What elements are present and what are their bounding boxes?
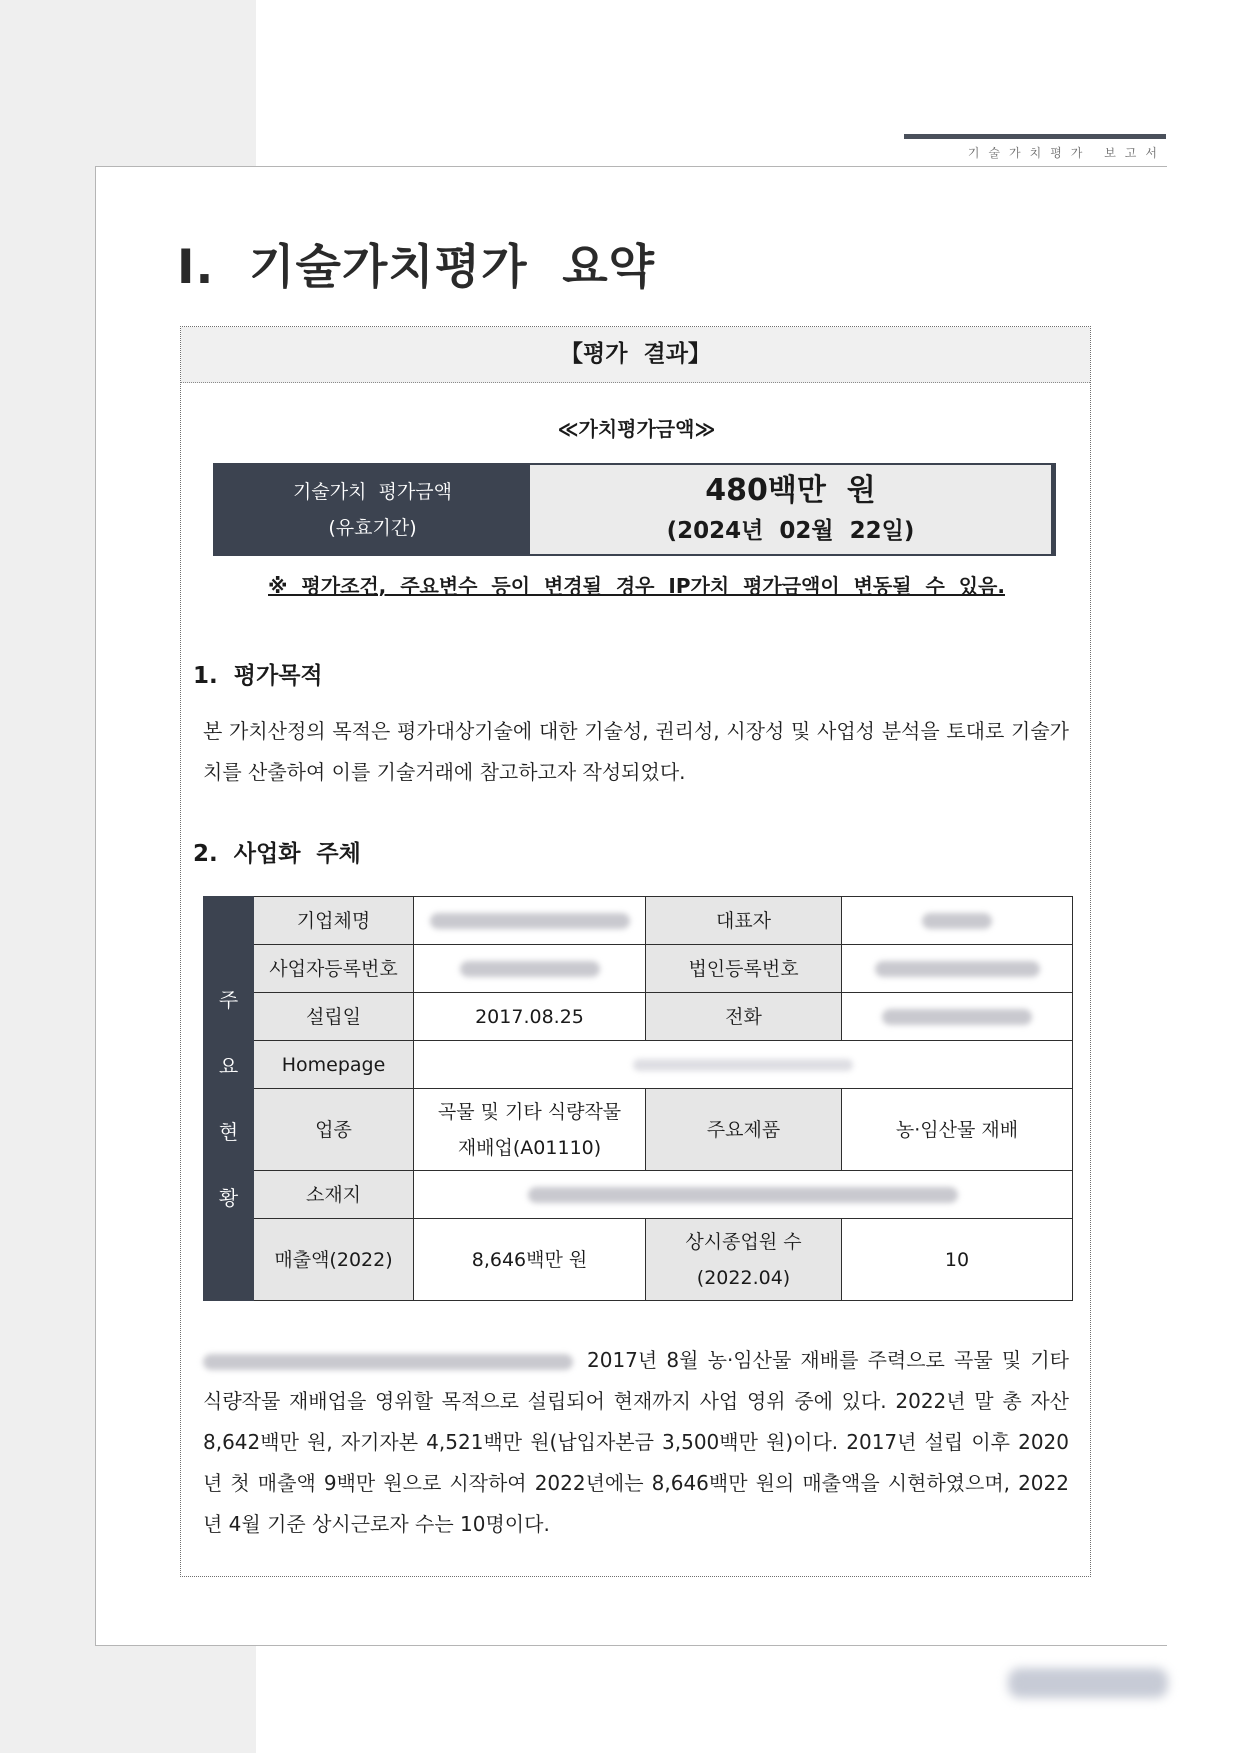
- industry-value: [414, 1089, 646, 1171]
- redaction-blur: [633, 1059, 853, 1071]
- address-label: 소재지: [254, 1171, 414, 1219]
- company-name-value-redacted: [414, 897, 646, 945]
- employees-label: [646, 1219, 842, 1301]
- industry-value-line2: 재배업(A01110): [457, 1136, 602, 1159]
- company-info-table: [203, 896, 1073, 1301]
- side-label-char: 주: [218, 987, 239, 1012]
- biz-reg-label: 사업자등록번호: [254, 945, 414, 993]
- industry-value-line1: 곡물 및 기타 식량작물: [437, 1100, 622, 1123]
- redaction-blur: [528, 1187, 958, 1203]
- section1-body: 본 가치산정의 목적은 평가대상기술에 대한 기술성, 권리성, 시장성 및 사업성 분석을 토대로 기술가치를 산출하여 이를 기술거래에 참고하고자 작성되었다.: [203, 719, 1069, 784]
- redaction-blur: [460, 961, 600, 977]
- section2-body-wrapper: [203, 1340, 1069, 1545]
- header-accent-bar: [904, 134, 1166, 139]
- valuation-subtitle: ≪가치평가금액≫: [557, 417, 716, 441]
- result-box-title: 【평가 결과】: [181, 327, 1090, 383]
- homepage-label: Homepage: [254, 1041, 414, 1089]
- table-row: [204, 1041, 1073, 1089]
- redaction-blur: [882, 1009, 1032, 1025]
- homepage-value-redacted: [414, 1041, 1073, 1089]
- table-row: [204, 993, 1073, 1041]
- valuation-label-cell: [215, 465, 530, 554]
- valuation-amount: 480백만 원: [705, 472, 876, 508]
- employees-label-line2: (2022.04): [696, 1266, 791, 1289]
- biz-reg-value-redacted: [414, 945, 646, 993]
- section1-heading: 1. 평가목적: [193, 663, 323, 689]
- valuation-value-cell: [530, 465, 1051, 554]
- table-row: [204, 1219, 1073, 1301]
- side-label-char: 황: [218, 1185, 239, 1210]
- phone-value-redacted: [842, 993, 1073, 1041]
- sales-label: 매출액(2022): [254, 1219, 414, 1301]
- validity-label: (유효기간): [328, 516, 417, 539]
- page-title: I. 기술가치평가 요약: [177, 240, 656, 295]
- side-label-char: 요: [218, 1053, 239, 1078]
- valuation-date: (2024년 02월 22일): [666, 517, 915, 544]
- main-product-label: 주요제품: [646, 1089, 842, 1171]
- table-row: [204, 897, 1073, 945]
- valuation-notice: ※ 평가조건, 주요변수 등이 변경될 경우 IP가치 평가금액이 변동될 수 있음.: [268, 574, 1005, 598]
- corp-reg-label: 법인등록번호: [646, 945, 842, 993]
- sales-value: 8,646백만 원: [414, 1219, 646, 1301]
- industry-label: 업종: [254, 1089, 414, 1171]
- employees-label-line1: 상시종업원 수: [685, 1230, 802, 1253]
- employees-value: 10: [842, 1219, 1073, 1301]
- main-product-value: 농·임산물 재배: [842, 1089, 1073, 1171]
- founded-value: 2017.08.25: [414, 993, 646, 1041]
- company-name-redacted: [203, 1354, 573, 1370]
- redaction-blur: [875, 961, 1040, 977]
- table-row: [204, 945, 1073, 993]
- side-label-char: 현: [218, 1119, 239, 1144]
- footer-logo-redacted: [1008, 1668, 1168, 1698]
- redaction-blur: [430, 913, 630, 929]
- redaction-blur: [922, 913, 992, 929]
- table-row: [204, 1171, 1073, 1219]
- report-header-label: 기술가치평가 보고서: [967, 146, 1166, 160]
- ceo-label: 대표자: [646, 897, 842, 945]
- side-label-cell: [204, 897, 254, 1301]
- section2-heading: 2. 사업화 주체: [193, 841, 361, 867]
- ceo-value-redacted: [842, 897, 1073, 945]
- phone-label: 전화: [646, 993, 842, 1041]
- address-value-redacted: [414, 1171, 1073, 1219]
- valuation-table: [213, 463, 1056, 556]
- table-row: [204, 1089, 1073, 1171]
- valuation-label: 기술가치 평가금액: [293, 480, 452, 503]
- founded-label: 설립일: [254, 993, 414, 1041]
- corp-reg-value-redacted: [842, 945, 1073, 993]
- company-name-label: 기업체명: [254, 897, 414, 945]
- evaluation-result-box: [180, 326, 1091, 1577]
- section2-body: 2017년 8월 농·임산물 재배를 주력으로 곡물 및 기타 식량작물 재배업을 영위할 목적으로 설립되어 현재까지 사업 영위 중에 있다. 2022년 말 총 자산 8,642백만 원, 자기자본 4,521백만 원(납입자본금 3,500백만 원)이다. 2017년 설립 이후 2020년 첫 매출액 9백만 원으로 시작하여 2022년에는 8,646백만 원의 매출액을 시현하였으며, 2022년 4월 기준 상시근로자 수는 10명이다.: [203, 1348, 1069, 1536]
